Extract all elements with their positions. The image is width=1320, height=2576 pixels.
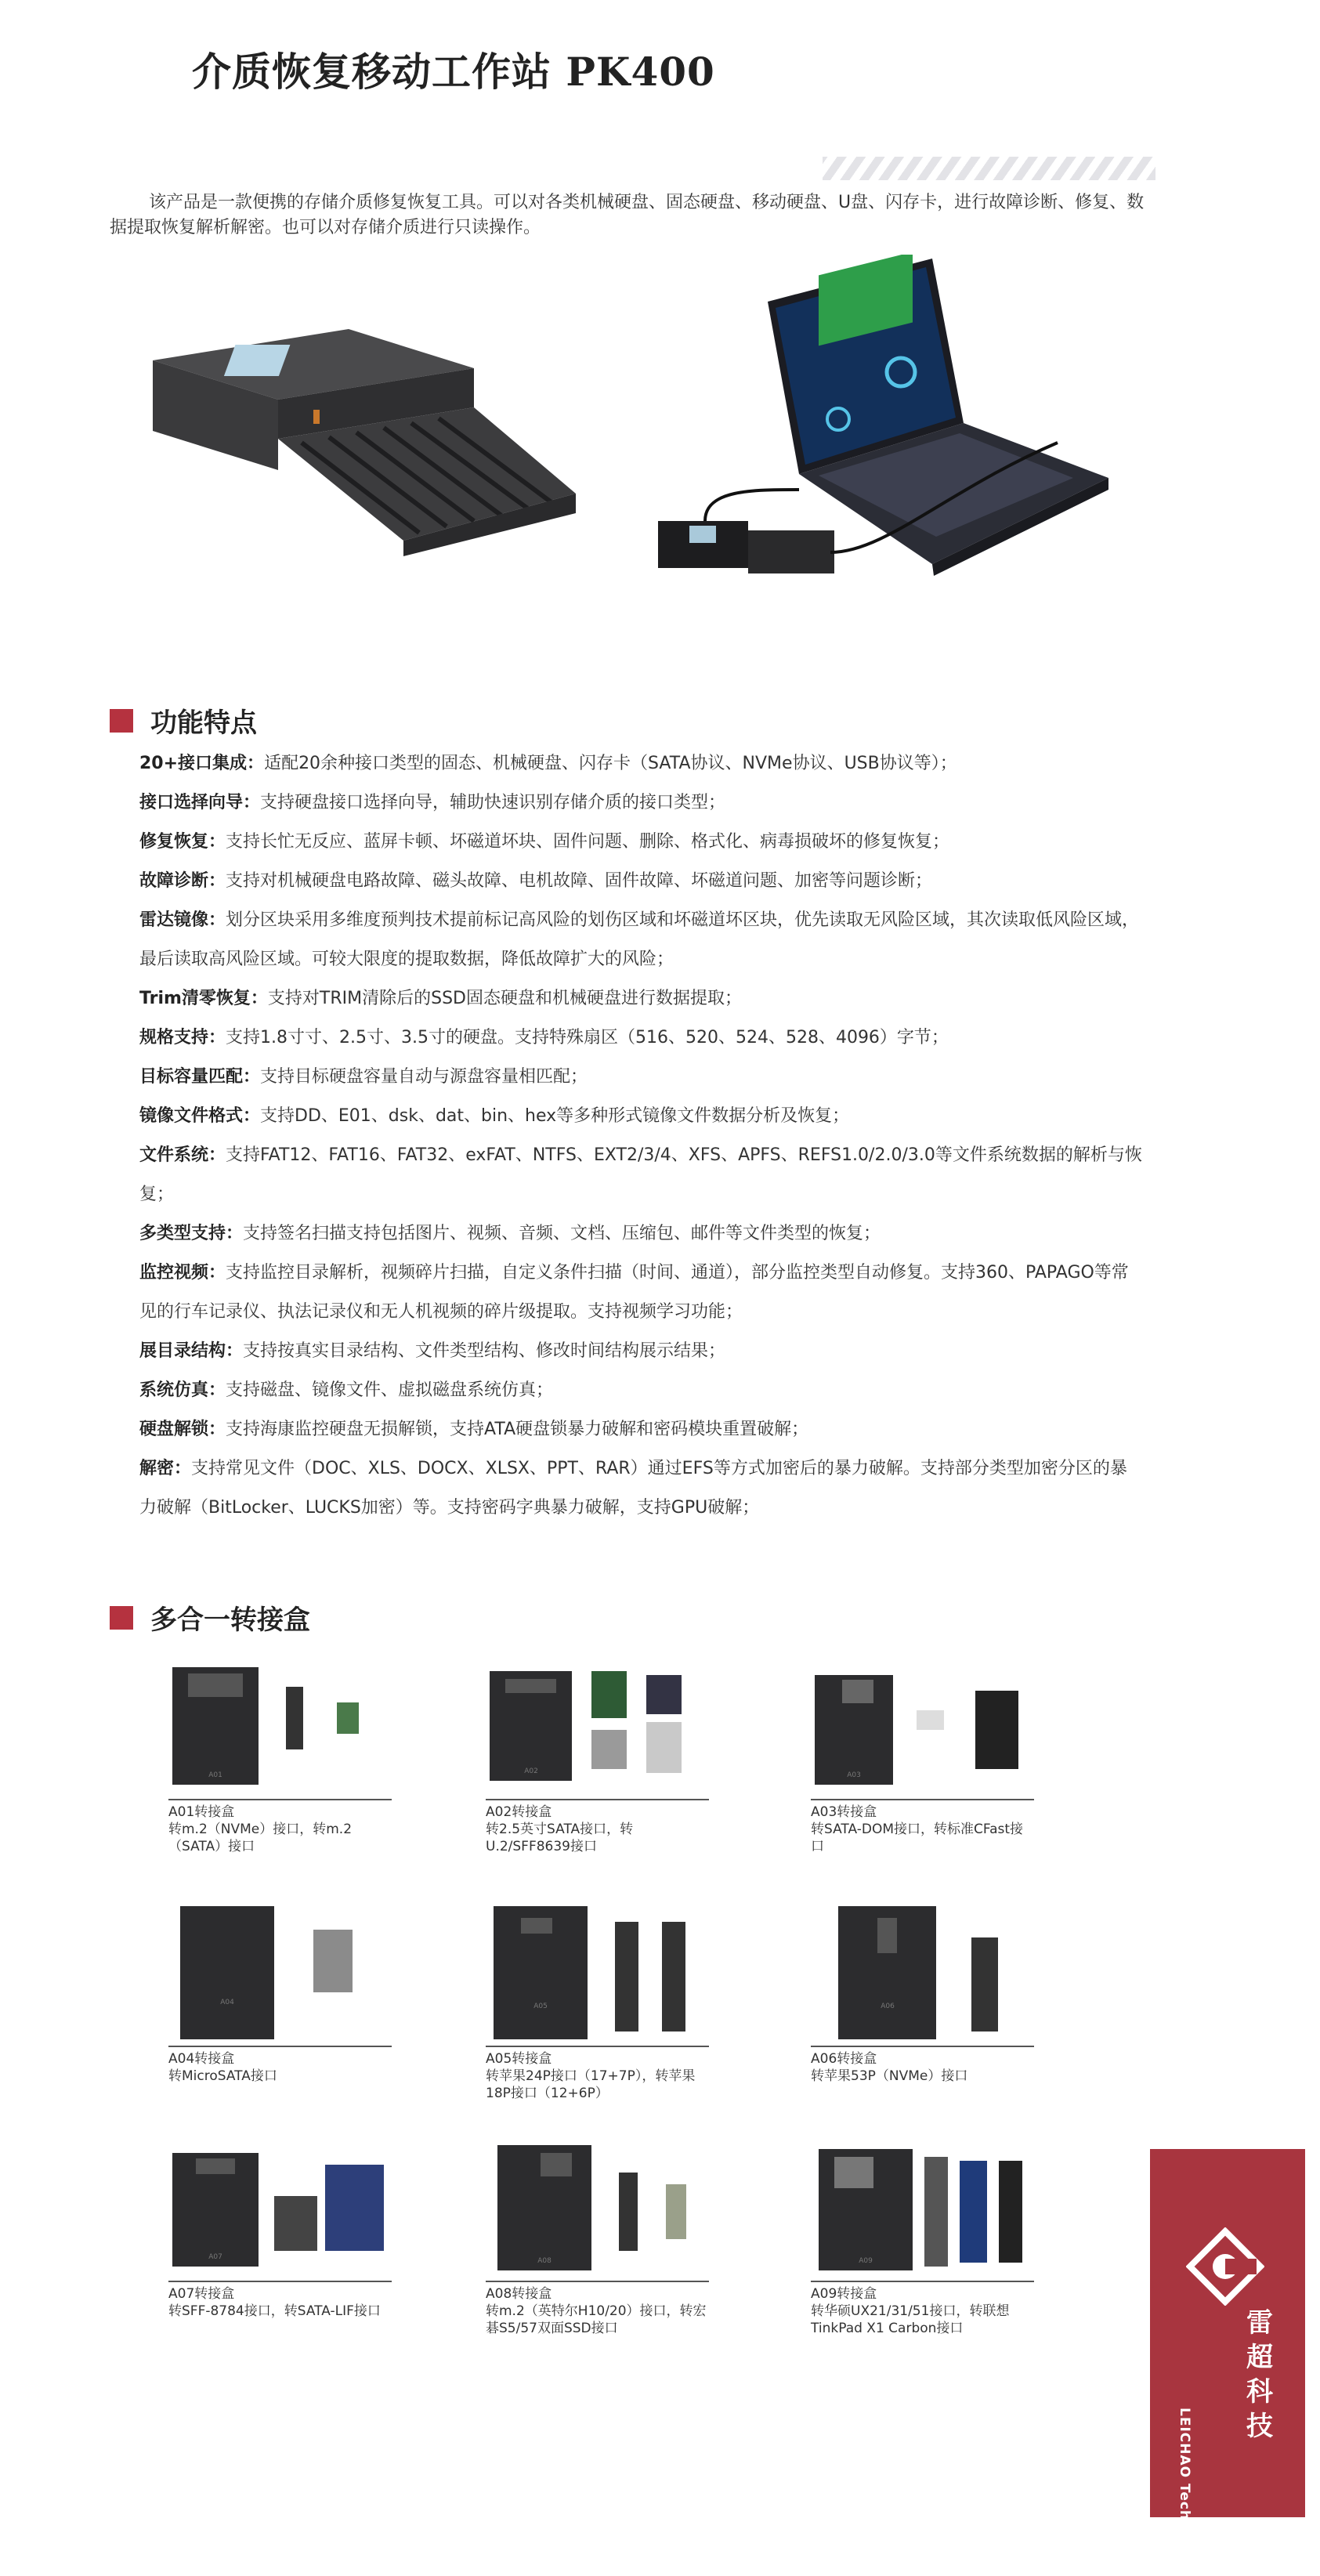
adapter-module-card [168, 2141, 392, 2320]
adapter-module-card [486, 2141, 709, 2337]
adapter-box-image [486, 1906, 709, 2039]
features-list [139, 744, 1142, 1528]
brand-name-cn: 雷超科技 [1246, 2307, 1273, 2442]
modules-title: 多合一转接盒 [150, 1605, 310, 1636]
module-desc: 转华硕UX21/31/51接口，转联想TinkPad X1 Carbon接口 [811, 2303, 1010, 2336]
drive-enclosure-image [145, 313, 584, 556]
module-desc: 转MicroSATA接口 [168, 2068, 277, 2084]
module-name: A06转接盒 [811, 2051, 877, 2067]
svg-text:A04: A04 [220, 1999, 234, 2006]
adapter-module-card [168, 1906, 392, 2085]
divider [168, 2281, 392, 2282]
feature-item: 目标容量匹配：支持目标硬盘容量自动与源盘容量相匹配； [139, 1067, 588, 1087]
divider [486, 1799, 709, 1800]
section-marker-icon [110, 709, 133, 733]
divider [811, 2046, 1034, 2047]
divider [486, 2281, 709, 2282]
module-name: A04转接盒 [168, 2051, 235, 2067]
svg-text:A07: A07 [208, 2253, 222, 2261]
features-title: 功能特点 [150, 707, 257, 739]
adapter-module-card [811, 1906, 1034, 2085]
feature-item: 雷达镜像：划分区块采用多维度预判技术提前标记高风险的划伤区域和坏磁道坏区块，优先读取无风险区域，其次读取低风险区域，最后读取高风险区域。可较大限度的提取数据，降低故障扩大的风险； [139, 910, 1140, 969]
adapter-box-image [486, 1659, 709, 1793]
adapter-box-image [811, 1906, 1034, 2039]
brand-block [1150, 2149, 1305, 2576]
adapter-box-image [168, 2141, 392, 2274]
divider [811, 2281, 1034, 2282]
module-desc: 转SFF-8784接口，转SATA-LIF接口 [168, 2303, 381, 2319]
feature-item: 规格支持：支持1.8寸寸、2.5寸、3.5寸的硬盘。支持特殊扇区（516、520、524、528、4096）字节； [139, 1028, 949, 1047]
feature-item: 接口选择向导：支持硬盘接口选择向导，辅助快速识别存储介质的接口类型； [139, 793, 726, 812]
feature-item: 文件系统：支持FAT12、FAT16、FAT32、exFAT、NTFS、EXT2/3/4、XFS、APFS、REFS1.0/2.0/3.0等文件系统数据的解析与恢复； [139, 1145, 1142, 1204]
feature-item: 20+接口集成：适配20余种接口类型的固态、机械硬盘、闪存卡（SATA协议、NVMe协议、USB协议等）； [139, 754, 957, 773]
module-name: A09转接盒 [811, 2286, 877, 2302]
svg-text:A06: A06 [881, 2003, 895, 2010]
feature-item: 监控视频：支持监控目录解析，视频碎片扫描，自定义条件扫描（时间、通道），部分监控类型自动修复。支持360、PAPAGO等常见的行车记录仪、执法记录仪和无人机视频的碎片级提取。支持视频学习功能； [139, 1263, 1129, 1322]
adapter-box-image [486, 2141, 709, 2274]
company-logo-icon [1186, 2227, 1264, 2306]
adapter-box-image [811, 2141, 1034, 2274]
brand-name-en: LEICHAO Technology [1177, 2408, 1192, 2576]
feature-item: 解密：支持常见文件（DOC、XLS、DOCX、XLSX、PPT、RAR）通过EFS等方式加密后的暴力破解。支持部分类型加密分区的暴力破解（BitLocker、LUCKS加密）等。支持密码字典暴力破解，支持GPU破解； [139, 1459, 1127, 1518]
module-name: A01转接盒 [168, 1804, 235, 1820]
divider [168, 1799, 392, 1800]
adapter-module-card [811, 2141, 1034, 2337]
module-desc: 转苹果24P接口（17+7P），转苹果18P接口（12+6P） [486, 2068, 696, 2101]
feature-item: 镜像文件格式：支持DD、E01、dsk、dat、bin、hex等多种形式镜像文件数据分析及恢复； [139, 1106, 850, 1126]
module-name: A08转接盒 [486, 2286, 552, 2302]
adapter-module-card [486, 1906, 709, 2102]
svg-text:A09: A09 [859, 2257, 873, 2265]
module-desc: 转m.2（英特尔H10/20）接口，转宏碁S5/57双面SSD接口 [486, 2303, 707, 2336]
svg-text:A01: A01 [208, 1771, 222, 1779]
adapter-module-card [811, 1659, 1034, 1855]
feature-item: 展目录结构：支持按真实目录结构、文件类型结构、修改时间结构展示结果； [139, 1341, 726, 1361]
laptop-workstation-image [650, 255, 1120, 607]
feature-item: 系统仿真：支持磁盘、镜像文件、虚拟磁盘系统仿真； [139, 1380, 554, 1400]
svg-text:A05: A05 [533, 2003, 548, 2010]
feature-item: 多类型支持：支持签名扫描支持包括图片、视频、音频、文档、压缩包、邮件等文件类型的恢复； [139, 1224, 881, 1243]
svg-text:A08: A08 [537, 2257, 552, 2265]
svg-text:A03: A03 [847, 1771, 861, 1779]
section-marker-icon [110, 1606, 133, 1630]
module-desc: 转m.2（NVMe）接口，转m.2（SATA）接口 [168, 1822, 353, 1854]
adapter-box-image [811, 1659, 1034, 1793]
module-name: A03转接盒 [811, 1804, 877, 1820]
adapter-module-card [168, 1659, 392, 1855]
adapter-box-image [168, 1659, 392, 1793]
module-desc: 转2.5英寸SATA接口，转U.2/SFF8639接口 [486, 1822, 634, 1854]
page-title: 介质恢复移动工作站 PK400 [192, 49, 715, 95]
module-desc: 转苹果53P（NVMe）接口 [811, 2068, 968, 2084]
feature-item: Trim清零恢复：支持对TRIM清除后的SSD固态硬盘和机械硬盘进行数据提取； [139, 989, 742, 1008]
intro-paragraph: 该产品是一款便携的存储介质修复恢复工具。可以对各类机械硬盘、固态硬盘、移动硬盘、U盘、闪存卡，进行故障诊断、修复、数据提取恢复解析解密。也可以对存储介质进行只读操作。 [110, 193, 1145, 237]
divider [811, 1799, 1034, 1800]
feature-item: 故障诊断：支持对机械硬盘电路故障、磁头故障、电机故障、固件故障、坏磁道问题、加密等问题诊断； [139, 871, 933, 891]
module-desc: 转SATA-DOM接口，转标准CFast接口 [811, 1822, 1024, 1854]
divider [168, 2046, 392, 2047]
modules-section-header [110, 1598, 310, 1637]
features-section-header [110, 701, 257, 740]
divider [486, 2046, 709, 2047]
adapter-box-image [168, 1906, 392, 2039]
adapter-module-card [486, 1659, 709, 1855]
module-name: A07转接盒 [168, 2286, 235, 2302]
svg-text:A02: A02 [524, 1767, 538, 1775]
feature-item: 硬盘解锁：支持海康监控硬盘无损解锁，支持ATA硬盘锁暴力破解和密码模块重置破解； [139, 1420, 809, 1439]
module-name: A05转接盒 [486, 2051, 552, 2067]
module-name: A02转接盒 [486, 1804, 552, 1820]
feature-item: 修复恢复：支持长忙无反应、蓝屏卡顿、坏磁道坏块、固件问题、删除、格式化、病毒损破坏的修复恢复； [139, 832, 950, 852]
decorative-stripes [823, 157, 1155, 180]
